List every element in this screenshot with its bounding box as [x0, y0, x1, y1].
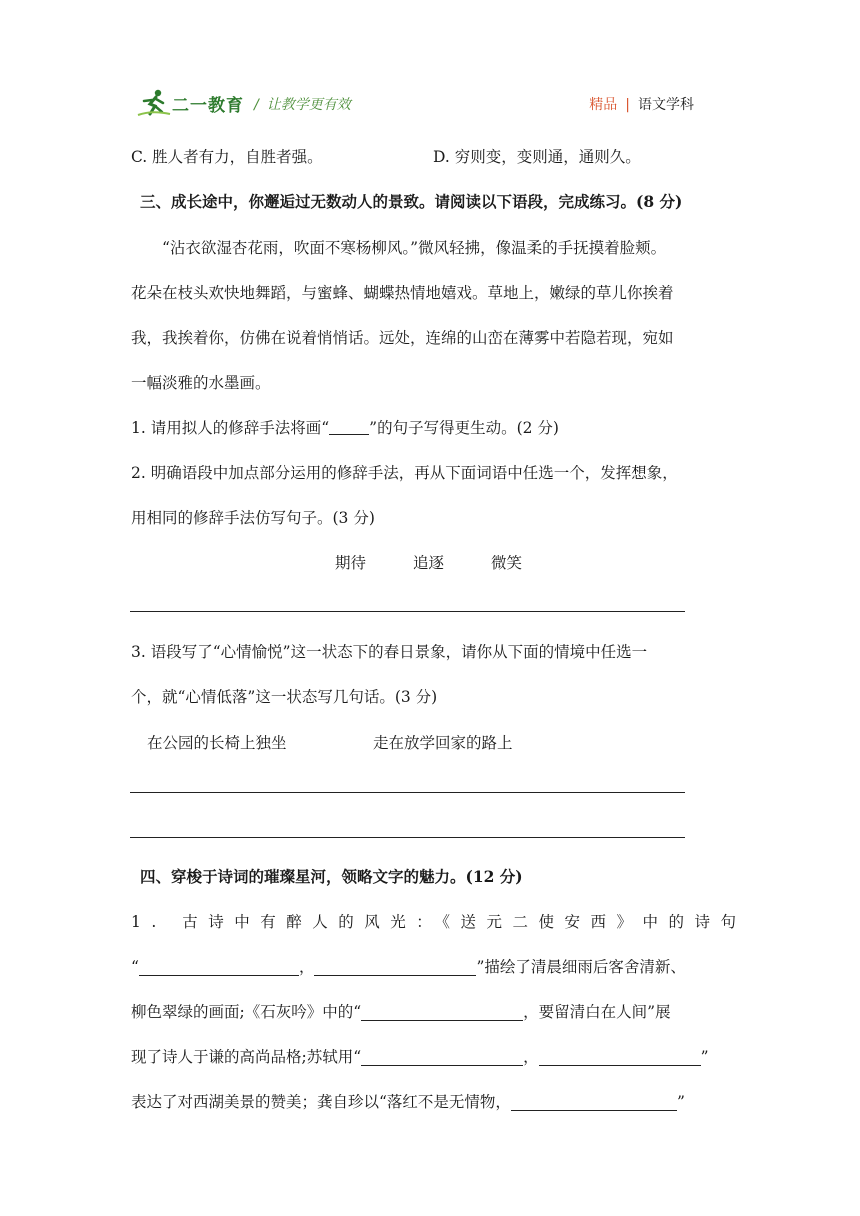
word-option-1: 期待	[335, 554, 367, 572]
passage-line-4: 一幅淡雅的水墨画。	[131, 374, 271, 392]
section4-title: 四、穿梭于诗词的璀璨星河，领略文字的魅力。(12 分)	[140, 867, 523, 886]
s3-q1-text-a: 1. 请用拟人的修辞手法将画“	[131, 419, 330, 437]
page-header	[136, 88, 736, 118]
q1-line2-close: ”描绘了清晨细雨后客舍清新、	[476, 958, 686, 976]
passage-line-3: 我，我挨着你，仿佛在说着悄悄话。远处，连绵的山峦在薄雾中若隐若现，宛如	[131, 329, 674, 347]
word-option-3: 微笑	[491, 554, 523, 572]
poem-blank-5[interactable]	[539, 1047, 701, 1066]
section3-title: 三、成长途中，你邂逅过无数动人的景致。请阅读以下语段，完成练习。(8 分)	[140, 192, 683, 211]
s3-question-3-line-1: 3. 语段写了“心情愉悦”这一状态下的春日景象，请你从下面的情境中任选一	[131, 643, 648, 661]
comma: ，	[298, 958, 315, 976]
poem-blank-2[interactable]	[314, 957, 476, 976]
q1-line3-a: 柳色翠绿的画面;《石灰吟》中的“	[131, 1003, 362, 1021]
header-subject-area	[589, 94, 694, 114]
answer-line[interactable]	[130, 792, 685, 793]
s4-question-1-line-3	[131, 1000, 671, 1022]
scene-option-2: 走在放学回家的路上	[373, 734, 513, 752]
slogan-text: 让教学更有效	[266, 97, 351, 113]
scene-option-1: 在公园的长椅上独坐	[147, 734, 287, 752]
q1-line3-b: ，要留清白在人间”展	[523, 1003, 671, 1021]
passage-line-1: “沾衣欲湿杏花雨，吹面不寒杨柳风。”微风轻拂，像温柔的手抚摸着脸颊。	[162, 239, 667, 257]
s4-question-1-line-4	[131, 1045, 709, 1067]
word-option-2: 追逐	[413, 554, 445, 572]
poem-blank-1[interactable]	[139, 957, 299, 976]
quote-close: ”	[676, 1093, 685, 1111]
poem-blank-4[interactable]	[361, 1047, 523, 1066]
jingpin-label: 精品	[589, 97, 618, 113]
runner-logo-icon	[136, 88, 172, 118]
poem-blank-3[interactable]	[361, 1002, 523, 1021]
s3-q1-blank	[329, 420, 369, 435]
comma: ，	[523, 1048, 539, 1066]
s4-question-1-line-1	[131, 910, 747, 932]
passage-line-2: 花朵在枝头欢快地舞蹈，与蜜蜂、蝴蝶热情地嬉戏。草地上，嫩绿的草儿你挨着	[131, 284, 674, 302]
logo	[136, 88, 256, 118]
s4-q1-line1-text: 1. 古诗中有醉人的风光：《送元二使安西》中的诗句	[131, 913, 747, 931]
logo-text: 二一教育	[172, 96, 244, 116]
option-d: D. 穷则变，变则通，通则久。	[433, 148, 641, 166]
poem-blank-6[interactable]	[511, 1092, 677, 1111]
s3-question-3-line-2: 个，就“心情低落”这一状态写几句话。(3 分)	[131, 688, 438, 706]
answer-line[interactable]	[130, 611, 685, 612]
s4-question-1-line-2	[131, 955, 686, 977]
header-divider: |	[625, 97, 630, 113]
s3-q1-text-b: ”的句子写得更生动。(2 分)	[369, 419, 559, 437]
s3-question-2-line-1: 2. 明确语段中加点部分运用的修辞手法，再从下面词语中任选一个，发挥想象，	[131, 464, 678, 482]
quote-close: ”	[700, 1048, 709, 1066]
s4-question-1-line-5	[131, 1090, 685, 1112]
slogan-slash: /	[254, 97, 259, 113]
option-c: C. 胜人者有力，自胜者强。	[131, 148, 323, 166]
quote-open: “	[131, 958, 139, 976]
answer-line[interactable]	[130, 837, 685, 838]
slogan	[254, 94, 351, 114]
s4-q1-line1-spread	[131, 910, 747, 932]
s3-question-2-line-2: 用相同的修辞手法仿写句子。(3 分)	[131, 509, 375, 527]
s3-question-1	[131, 416, 559, 438]
q1-line4-a: 现了诗人于谦的高尚品格;苏轼用“	[131, 1048, 362, 1066]
q1-line5-a: 表达了对西湖美景的赞美；龚自珍以“落红不是无情物，	[131, 1093, 511, 1111]
subject-label: 语文学科	[638, 97, 694, 113]
